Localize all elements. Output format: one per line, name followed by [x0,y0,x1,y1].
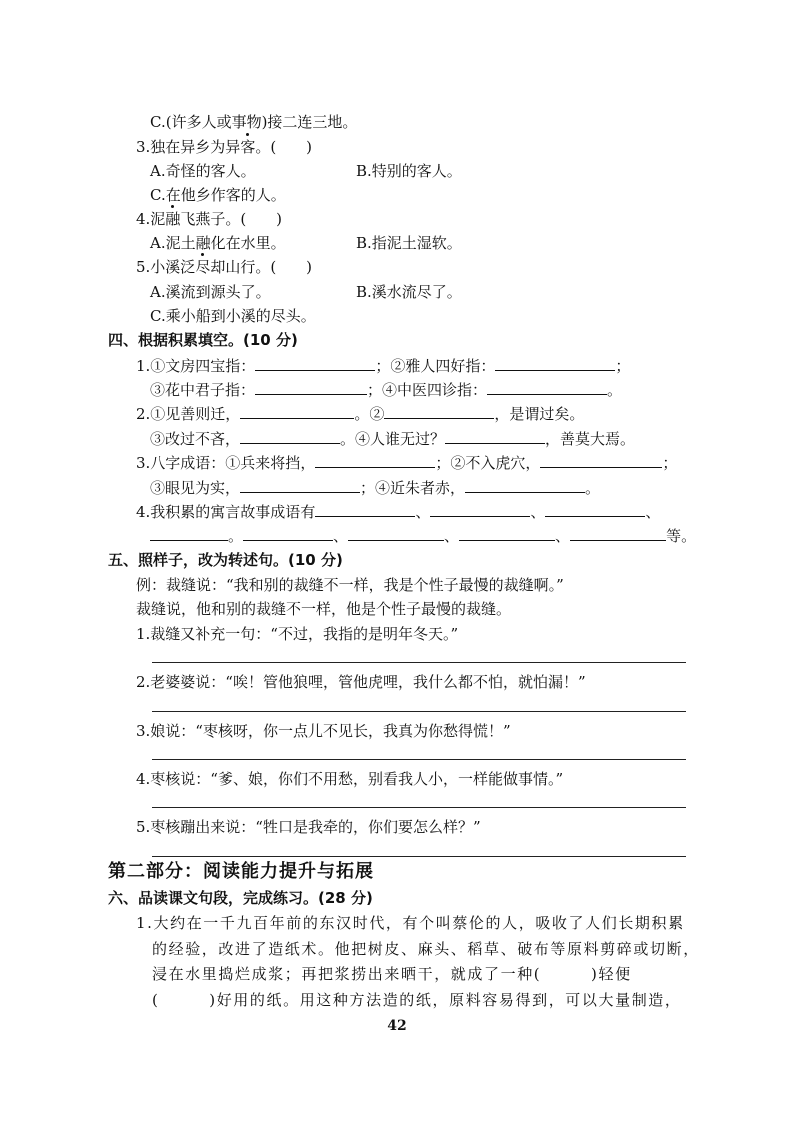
blank-field[interactable] [495,354,615,371]
blank-field[interactable] [545,500,645,517]
answer-line[interactable] [152,807,686,808]
blank-field[interactable] [255,354,375,371]
blank-field[interactable] [570,524,666,541]
blank-field[interactable] [240,476,360,493]
s6-passage-line-3: 浸在水里捣烂成浆；再把浆捞出来晒干，就成了一种( )轻便 [152,965,632,983]
blank-field[interactable] [315,451,435,468]
answer-line[interactable] [152,711,686,712]
s5-item-3: 3.娘说：“枣核呀，你一点儿不见长，我真为你愁得慌！” [136,722,511,740]
q4-option-a: A.泥土融化在水里。 [150,234,286,252]
blank-field[interactable] [445,427,545,444]
q3-option-a: A.奇怪的客人。 [150,162,256,180]
s5-item-4: 4.枣核说：“爹、娘，你们不用愁，别看我人小，一样能做事情。” [136,770,564,788]
blank-field[interactable] [315,500,415,517]
s4-line-7: 4.我积累的寓言故事成语有 、 、 、 [136,500,660,522]
q3-stem: 3.独在异乡为异客。( ) [136,138,313,156]
q2-option-c: C.(许多人或事物)接二连三地。 [150,113,358,131]
q5-option-b: B.溪水流尽了。 [356,283,462,301]
q3-option-c: C.在他乡作客的人。 [150,186,286,204]
blank-field[interactable] [465,476,585,493]
blank-field[interactable] [150,524,228,541]
s4-line-8: 。 、 、 、 等。 [150,524,696,546]
q5-option-a: A.溪流到源头了。 [150,283,271,301]
s5-example-reported: 裁缝说，他和别的裁缝不一样，他是个性子最慢的裁缝。 [136,600,512,618]
answer-line[interactable] [152,759,686,760]
s6-passage-line-4: ( )好用的纸。用这种方法造的纸，原料容易得到，可以大量制造， [152,991,682,1009]
s6-passage-line-2: 的经验，改进了造纸术。他把树皮、麻头、稻草、破布等原料剪碎或切断， [152,940,700,958]
s4-line-1: 1.①文房四宝指： ；②雅人四好指： ； [136,354,630,376]
blank-field[interactable] [348,524,444,541]
q4-stem: 4.泥融飞燕子。( ) [136,210,283,228]
s5-item-2: 2.老婆婆说：“唉！管他狼哩，管他虎哩，我什么都不怕，就怕漏！” [136,673,586,691]
blank-field[interactable] [487,378,607,395]
q4-option-b: B.指泥土湿软。 [356,234,462,252]
s4-line-6: ③眼见为实， ；④近朱者赤， 。 [150,476,600,498]
section4-title: 四、根据积累填空。(10 分) [108,331,298,349]
blank-field[interactable] [243,524,333,541]
blank-field[interactable] [255,378,367,395]
s5-item-5: 5.枣核蹦出来说：“牲口是我牵的，你们要怎么样？” [136,818,481,836]
s4-line-2: ③花中君子指： ；④中医四诊指： 。 [150,378,622,400]
s4-line-5: 3.八字成语：①兵来将挡， ；②不入虎穴， ； [136,451,677,473]
answer-line[interactable] [152,662,686,663]
s5-item-1: 1.裁缝又补充一句：“不过，我指的是明年冬天。” [136,625,459,643]
q3-option-b: B.特别的客人。 [356,162,462,180]
blank-field[interactable] [540,451,662,468]
q5-option-c: C.乘小船到小溪的尽头。 [150,307,316,325]
section5-title: 五、照样子，改为转述句。(10 分) [108,551,343,569]
s4-line-4: ③改过不吝， 。④人谁无过？ ，善莫大焉。 [150,427,635,449]
blank-field[interactable] [459,524,555,541]
blank-field[interactable] [384,402,494,419]
s6-passage-line-1: 1.大约在一千九百年前的东汉时代，有个叫蔡伦的人，吸收了人们长期积累 [136,914,685,932]
blank-field[interactable] [240,427,340,444]
q5-stem: 5.小溪泛尽却山行。( ) [136,258,313,276]
blank-field[interactable] [430,500,530,517]
blank-field[interactable] [240,402,354,419]
part2-title: 第二部分：阅读能力提升与拓展 [108,861,374,882]
s4-line-3: 2.①见善则迁， 。② ，是谓过矣。 [136,402,584,424]
answer-line[interactable] [152,856,686,857]
page-number: 42 [387,1018,407,1034]
s5-example-quote: 例：裁缝说：“我和别的裁缝不一样，我是个性子最慢的裁缝啊。” [136,576,564,594]
section6-title: 六、品读课文句段，完成练习。(28 分) [108,889,373,907]
